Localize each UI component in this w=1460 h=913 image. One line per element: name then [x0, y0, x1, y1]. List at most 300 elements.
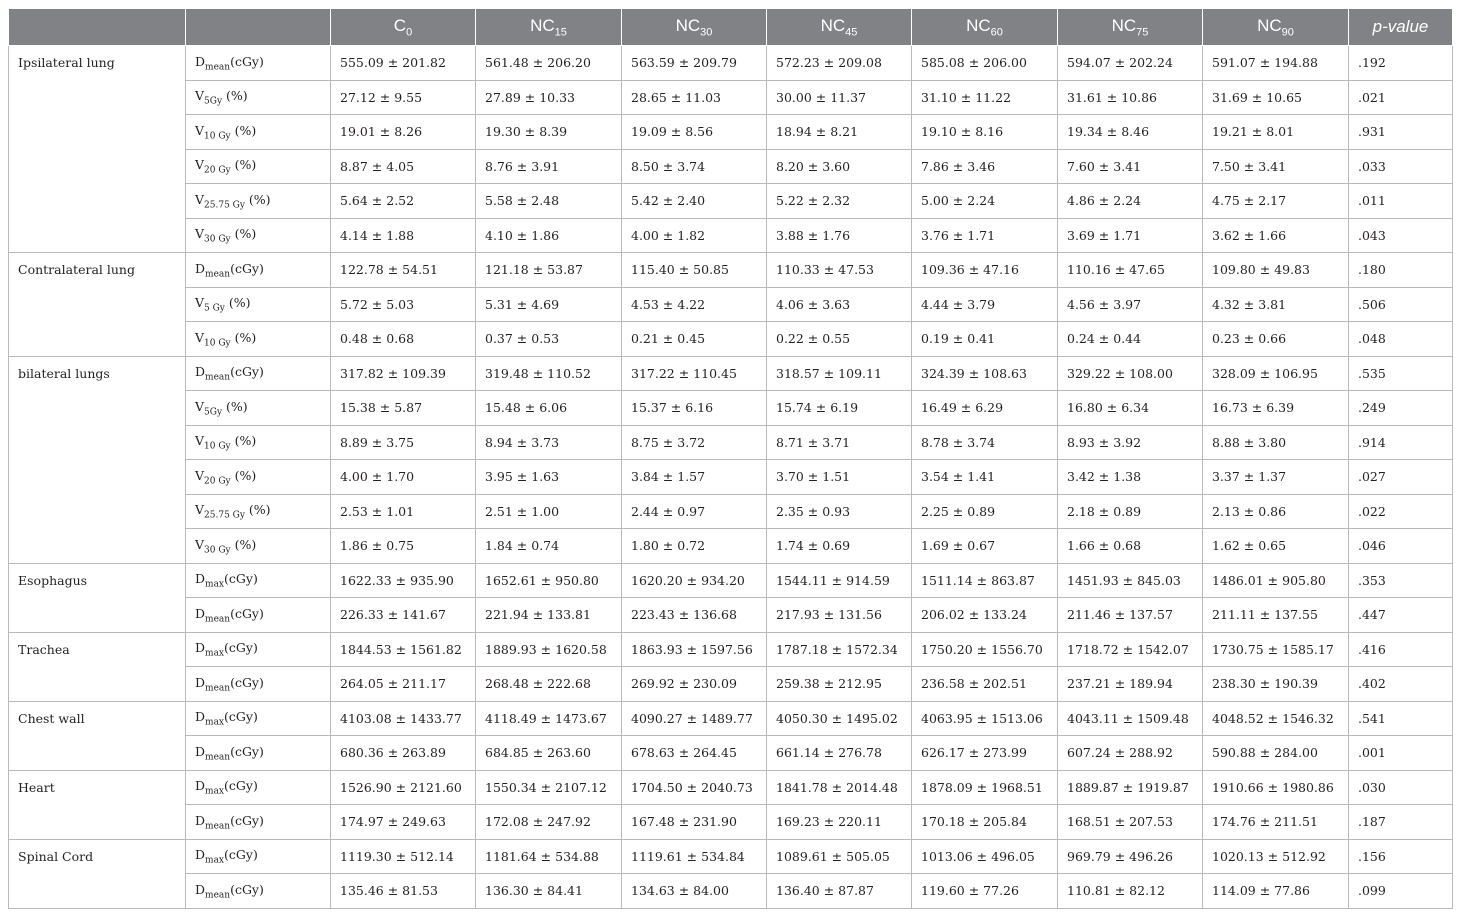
value-cell: 1622.33 ± 935.90	[331, 563, 476, 598]
metric-subscript: 10 Gy	[204, 441, 231, 452]
value-cell: 0.21 ± 0.45	[622, 322, 767, 357]
value-cell: 8.50 ± 3.74	[622, 149, 767, 184]
value-cell: 561.48 ± 206.20	[476, 46, 622, 81]
metric-symbol: V	[195, 157, 205, 172]
pvalue-cell: .156	[1349, 839, 1453, 874]
table-row	[9, 494, 1453, 529]
metric-unit: (cGy)	[230, 881, 264, 897]
pvalue-cell: .033	[1349, 149, 1453, 184]
value-cell: 8.87 ± 4.05	[331, 149, 476, 184]
value-cell: 607.24 ± 288.92	[1058, 736, 1203, 771]
value-cell: 19.21 ± 8.01	[1203, 115, 1349, 150]
value-cell: 1451.93 ± 845.03	[1058, 563, 1203, 598]
table-row	[9, 563, 1453, 598]
value-cell: 4043.11 ± 1509.48	[1058, 701, 1203, 736]
header-row	[9, 9, 1453, 46]
value-cell: 5.31 ± 4.69	[476, 287, 622, 322]
value-cell: 4.00 ± 1.82	[622, 218, 767, 253]
value-cell: 1526.90 ± 2121.60	[331, 770, 476, 805]
header-condition-base: NC	[530, 15, 555, 35]
metric-unit: (cGy)	[224, 847, 258, 862]
value-cell: 226.33 ± 141.67	[331, 598, 476, 633]
metric-symbol: V	[195, 536, 205, 552]
header-condition-sub: 45	[845, 26, 858, 39]
organ-cell: Spinal Cord	[9, 839, 186, 908]
metric-cell	[186, 494, 331, 529]
value-cell: 5.00 ± 2.24	[912, 184, 1058, 219]
value-cell: 319.48 ± 110.52	[476, 356, 622, 391]
metric-subscript: mean	[205, 821, 231, 831]
pvalue-cell: .099	[1349, 874, 1453, 909]
value-cell: 5.72 ± 5.03	[331, 287, 476, 322]
metric-unit: (%)	[230, 433, 257, 448]
value-cell: 211.11 ± 137.55	[1203, 598, 1349, 633]
value-cell: 3.54 ± 1.41	[912, 460, 1058, 495]
metric-symbol: V	[195, 467, 205, 483]
value-cell: 136.30 ± 84.41	[476, 874, 622, 909]
value-cell: 28.65 ± 11.03	[622, 80, 767, 115]
pvalue-cell: .001	[1349, 736, 1453, 771]
value-cell: 555.09 ± 201.82	[331, 46, 476, 81]
header-pvalue: p-value	[1349, 9, 1453, 46]
value-cell: 19.10 ± 8.16	[912, 115, 1058, 150]
value-cell: 318.57 ± 109.11	[767, 356, 912, 391]
pvalue-cell: .249	[1349, 391, 1453, 426]
organ-cell: Heart	[9, 770, 186, 839]
value-cell: 3.76 ± 1.71	[912, 218, 1058, 253]
metric-symbol: V	[195, 122, 205, 138]
metric-cell	[186, 839, 331, 874]
value-cell: 1.74 ± 0.69	[767, 529, 912, 564]
pvalue-cell: .447	[1349, 598, 1453, 633]
value-cell: 259.38 ± 212.95	[767, 667, 912, 702]
metric-subscript: mean	[205, 269, 231, 279]
value-cell: 172.08 ± 247.92	[476, 805, 622, 840]
value-cell: 3.42 ± 1.38	[1058, 460, 1203, 495]
value-cell: 1910.66 ± 1980.86	[1203, 770, 1349, 805]
value-cell: 1486.01 ± 905.80	[1203, 563, 1349, 598]
value-cell: 8.89 ± 3.75	[331, 425, 476, 460]
value-cell: 1181.64 ± 534.88	[476, 839, 622, 874]
value-cell: 678.63 ± 264.45	[622, 736, 767, 771]
value-cell: 8.93 ± 3.92	[1058, 425, 1203, 460]
metric-subscript: 10 Gy	[204, 338, 231, 348]
table-body	[9, 46, 1453, 909]
metric-cell	[186, 460, 331, 495]
pvalue-cell: .416	[1349, 632, 1453, 667]
pvalue-cell: .535	[1349, 356, 1453, 391]
metric-symbol: D	[195, 709, 206, 724]
table-row	[9, 218, 1453, 253]
value-cell: 7.60 ± 3.41	[1058, 149, 1203, 184]
metric-subscript: max	[205, 579, 225, 590]
value-cell: 223.43 ± 136.68	[622, 598, 767, 633]
pvalue-cell: .931	[1349, 115, 1453, 150]
metric-cell	[186, 184, 331, 219]
metric-cell	[186, 149, 331, 184]
value-cell: 15.74 ± 6.19	[767, 391, 912, 426]
metric-symbol: D	[195, 605, 206, 621]
value-cell: 0.22 ± 0.55	[767, 322, 912, 357]
metric-unit: (%)	[230, 226, 257, 241]
metric-symbol: D	[195, 881, 206, 897]
metric-symbol: D	[195, 364, 206, 379]
metric-subscript: mean	[205, 683, 231, 693]
value-cell: 680.36 ± 263.89	[331, 736, 476, 771]
metric-subscript: 20 Gy	[204, 165, 231, 176]
metric-unit: (cGy)	[230, 260, 264, 276]
metric-unit: (cGy)	[224, 778, 258, 793]
value-cell: 264.05 ± 211.17	[331, 667, 476, 702]
value-cell: 4050.30 ± 1495.02	[767, 701, 912, 736]
pvalue-cell: .506	[1349, 287, 1453, 322]
pvalue-cell: .046	[1349, 529, 1453, 564]
value-cell: 661.14 ± 276.78	[767, 736, 912, 771]
value-cell: 1.62 ± 0.65	[1203, 529, 1349, 564]
value-cell: 4.56 ± 3.97	[1058, 287, 1203, 322]
organ-cell: Chest wall	[9, 701, 186, 770]
metric-cell	[186, 356, 331, 391]
value-cell: 317.82 ± 109.39	[331, 356, 476, 391]
pvalue-cell: .914	[1349, 425, 1453, 460]
metric-symbol: V	[195, 329, 205, 345]
value-cell: 1544.11 ± 914.59	[767, 563, 912, 598]
value-cell: 3.70 ± 1.51	[767, 460, 912, 495]
header-condition-base: NC	[1257, 15, 1282, 35]
value-cell: 4103.08 ± 1433.77	[331, 701, 476, 736]
table-row	[9, 770, 1453, 805]
value-cell: 8.76 ± 3.91	[476, 149, 622, 184]
value-cell: 0.23 ± 0.66	[1203, 322, 1349, 357]
metric-unit: (%)	[244, 502, 271, 517]
table-row	[9, 736, 1453, 771]
value-cell: 134.63 ± 84.00	[622, 874, 767, 909]
value-cell: 585.08 ± 206.00	[912, 46, 1058, 81]
metric-symbol: D	[195, 812, 206, 828]
value-cell: 4090.27 ± 1489.77	[622, 701, 767, 736]
value-cell: 2.44 ± 0.97	[622, 494, 767, 529]
header-condition	[622, 9, 767, 46]
table-header	[9, 9, 1453, 46]
value-cell: 1620.20 ± 934.20	[622, 563, 767, 598]
metric-subscript: mean	[205, 62, 231, 72]
value-cell: 5.58 ± 2.48	[476, 184, 622, 219]
pvalue-cell: .011	[1349, 184, 1453, 219]
value-cell: 4048.52 ± 1546.32	[1203, 701, 1349, 736]
value-cell: 1718.72 ± 1542.07	[1058, 632, 1203, 667]
header-organ	[9, 9, 186, 46]
organ-cell: bilateral lungs	[9, 356, 186, 563]
value-cell: 27.89 ± 10.33	[476, 80, 622, 115]
value-cell: 174.97 ± 249.63	[331, 805, 476, 840]
value-cell: 167.48 ± 231.90	[622, 805, 767, 840]
value-cell: 324.39 ± 108.63	[912, 356, 1058, 391]
table-row	[9, 598, 1453, 633]
value-cell: 122.78 ± 54.51	[331, 253, 476, 288]
metric-unit: (cGy)	[230, 674, 264, 690]
value-cell: 4.00 ± 1.70	[331, 460, 476, 495]
value-cell: 27.12 ± 9.55	[331, 80, 476, 115]
metric-subscript: mean	[205, 890, 231, 900]
value-cell: 170.18 ± 205.84	[912, 805, 1058, 840]
table-row	[9, 667, 1453, 702]
value-cell: 2.13 ± 0.86	[1203, 494, 1349, 529]
value-cell: 31.10 ± 11.22	[912, 80, 1058, 115]
value-cell: 110.16 ± 47.65	[1058, 253, 1203, 288]
organ-cell: Ipsilateral lung	[9, 46, 186, 253]
metric-subscript: mean	[205, 372, 231, 383]
metric-cell	[186, 701, 331, 736]
value-cell: 1704.50 ± 2040.73	[622, 770, 767, 805]
value-cell: 4063.95 ± 1513.06	[912, 701, 1058, 736]
value-cell: 5.64 ± 2.52	[331, 184, 476, 219]
value-cell: 7.86 ± 3.46	[912, 149, 1058, 184]
value-cell: 4.53 ± 4.22	[622, 287, 767, 322]
value-cell: 221.94 ± 133.81	[476, 598, 622, 633]
metric-unit: (%)	[224, 295, 251, 310]
metric-unit: (%)	[222, 88, 248, 103]
value-cell: 16.49 ± 6.29	[912, 391, 1058, 426]
value-cell: 237.21 ± 189.94	[1058, 667, 1203, 702]
value-cell: 121.18 ± 53.87	[476, 253, 622, 288]
metric-subscript: max	[205, 786, 225, 797]
value-cell: 8.88 ± 3.80	[1203, 425, 1349, 460]
value-cell: 969.79 ± 496.26	[1058, 839, 1203, 874]
metric-symbol: V	[195, 502, 205, 517]
metric-cell	[186, 598, 331, 633]
metric-cell	[186, 667, 331, 702]
metric-unit: (cGy)	[230, 364, 264, 379]
metric-cell	[186, 736, 331, 771]
table-row	[9, 529, 1453, 564]
metric-symbol: V	[195, 191, 205, 207]
metric-cell	[186, 425, 331, 460]
metric-cell	[186, 287, 331, 322]
metric-subscript: 5Gy	[204, 96, 223, 107]
value-cell: 31.69 ± 10.65	[1203, 80, 1349, 115]
value-cell: 626.17 ± 273.99	[912, 736, 1058, 771]
header-condition	[476, 9, 622, 46]
value-cell: 268.48 ± 222.68	[476, 667, 622, 702]
value-cell: 109.80 ± 49.83	[1203, 253, 1349, 288]
pvalue-cell: .541	[1349, 701, 1453, 736]
header-condition	[767, 9, 912, 46]
value-cell: 4.06 ± 3.63	[767, 287, 912, 322]
value-cell: 1.84 ± 0.74	[476, 529, 622, 564]
value-cell: 19.30 ± 8.39	[476, 115, 622, 150]
value-cell: 136.40 ± 87.87	[767, 874, 912, 909]
header-condition-base: NC	[820, 15, 846, 35]
value-cell: 135.46 ± 81.53	[331, 874, 476, 909]
value-cell: 15.38 ± 5.87	[331, 391, 476, 426]
value-cell: 8.94 ± 3.73	[476, 425, 622, 460]
header-condition-sub: 75	[1136, 26, 1149, 39]
value-cell: 169.23 ± 220.11	[767, 805, 912, 840]
metric-unit: (%)	[230, 536, 257, 552]
header-condition	[912, 9, 1058, 46]
metric-unit: (cGy)	[230, 53, 264, 69]
metric-symbol: D	[195, 571, 206, 586]
table-row	[9, 839, 1453, 874]
value-cell: 8.75 ± 3.72	[622, 425, 767, 460]
header-condition-base: NC	[675, 15, 701, 35]
metric-symbol: V	[195, 433, 205, 448]
metric-cell	[186, 874, 331, 909]
table-row	[9, 874, 1453, 909]
metric-unit: (cGy)	[224, 709, 258, 724]
value-cell: 0.19 ± 0.41	[912, 322, 1058, 357]
value-cell: 2.51 ± 1.00	[476, 494, 622, 529]
metric-unit: (cGy)	[230, 743, 264, 759]
value-cell: 1863.93 ± 1597.56	[622, 632, 767, 667]
metric-symbol: D	[195, 743, 206, 759]
value-cell: 1878.09 ± 1968.51	[912, 770, 1058, 805]
value-cell: 1730.75 ± 1585.17	[1203, 632, 1349, 667]
value-cell: 236.58 ± 202.51	[912, 667, 1058, 702]
metric-symbol: D	[195, 674, 206, 690]
value-cell: 1089.61 ± 505.05	[767, 839, 912, 874]
value-cell: 1889.87 ± 1919.87	[1058, 770, 1203, 805]
value-cell: 19.34 ± 8.46	[1058, 115, 1203, 150]
header-condition-base: NC	[1111, 15, 1137, 35]
value-cell: 1020.13 ± 512.92	[1203, 839, 1349, 874]
header-condition	[1058, 9, 1203, 46]
header-condition-base: NC	[966, 15, 991, 35]
value-cell: 4.44 ± 3.79	[912, 287, 1058, 322]
pvalue-cell: .022	[1349, 494, 1453, 529]
metric-cell	[186, 115, 331, 150]
value-cell: 2.18 ± 0.89	[1058, 494, 1203, 529]
value-cell: 30.00 ± 11.37	[767, 80, 912, 115]
value-cell: 3.95 ± 1.63	[476, 460, 622, 495]
value-cell: 115.40 ± 50.85	[622, 253, 767, 288]
value-cell: 15.48 ± 6.06	[476, 391, 622, 426]
value-cell: 1119.30 ± 512.14	[331, 839, 476, 874]
value-cell: 110.81 ± 82.12	[1058, 874, 1203, 909]
metric-cell	[186, 218, 331, 253]
value-cell: 206.02 ± 133.24	[912, 598, 1058, 633]
value-cell: 19.09 ± 8.56	[622, 115, 767, 150]
metric-symbol: D	[195, 640, 206, 655]
pvalue-cell: .048	[1349, 322, 1453, 357]
metric-unit: (cGy)	[224, 571, 258, 586]
dosimetry-table	[8, 8, 1453, 909]
header-condition	[1203, 9, 1349, 46]
value-cell: 2.25 ± 0.89	[912, 494, 1058, 529]
metric-subscript: 20 Gy	[204, 476, 231, 486]
metric-subscript: 10 Gy	[204, 131, 231, 141]
metric-unit: (%)	[230, 329, 257, 345]
value-cell: 5.42 ± 2.40	[622, 184, 767, 219]
value-cell: 19.01 ± 8.26	[331, 115, 476, 150]
metric-subscript: max	[205, 648, 225, 659]
value-cell: 1.69 ± 0.67	[912, 529, 1058, 564]
metric-cell	[186, 632, 331, 667]
value-cell: 8.20 ± 3.60	[767, 149, 912, 184]
header-condition-sub: 60	[990, 26, 1003, 39]
metric-symbol: D	[195, 53, 206, 69]
pvalue-cell: .192	[1349, 46, 1453, 81]
header-condition-sub: 15	[554, 26, 567, 39]
metric-symbol: V	[195, 88, 205, 103]
table-row	[9, 632, 1453, 667]
metric-symbol: V	[195, 226, 205, 241]
metric-unit: (%)	[230, 157, 257, 172]
value-cell: 0.48 ± 0.68	[331, 322, 476, 357]
value-cell: 1.86 ± 0.75	[331, 529, 476, 564]
value-cell: 16.73 ± 6.39	[1203, 391, 1349, 426]
value-cell: 1750.20 ± 1556.70	[912, 632, 1058, 667]
value-cell: 684.85 ± 263.60	[476, 736, 622, 771]
value-cell: 174.76 ± 211.51	[1203, 805, 1349, 840]
header-metric	[186, 9, 331, 46]
metric-unit: (%)	[230, 467, 257, 483]
metric-subscript: max	[205, 717, 225, 728]
table-row	[9, 425, 1453, 460]
pvalue-cell: .402	[1349, 667, 1453, 702]
value-cell: 594.07 ± 202.24	[1058, 46, 1203, 81]
value-cell: 3.37 ± 1.37	[1203, 460, 1349, 495]
table-row	[9, 80, 1453, 115]
organ-cell: Trachea	[9, 632, 186, 701]
value-cell: 1.80 ± 0.72	[622, 529, 767, 564]
value-cell: 329.22 ± 108.00	[1058, 356, 1203, 391]
value-cell: 3.62 ± 1.66	[1203, 218, 1349, 253]
metric-cell	[186, 80, 331, 115]
value-cell: 119.60 ± 77.26	[912, 874, 1058, 909]
value-cell: 211.46 ± 137.57	[1058, 598, 1203, 633]
pvalue-cell: .021	[1349, 80, 1453, 115]
value-cell: 1013.06 ± 496.05	[912, 839, 1058, 874]
value-cell: 18.94 ± 8.21	[767, 115, 912, 150]
table-row	[9, 115, 1453, 150]
metric-unit: (%)	[230, 122, 257, 138]
table-row	[9, 287, 1453, 322]
value-cell: 4.86 ± 2.24	[1058, 184, 1203, 219]
table-row	[9, 701, 1453, 736]
table-row	[9, 391, 1453, 426]
value-cell: 1889.93 ± 1620.58	[476, 632, 622, 667]
metric-unit: (%)	[222, 398, 248, 414]
value-cell: 238.30 ± 190.39	[1203, 667, 1349, 702]
metric-symbol: V	[195, 295, 205, 310]
value-cell: 0.37 ± 0.53	[476, 322, 622, 357]
metric-cell	[186, 391, 331, 426]
value-cell: 168.51 ± 207.53	[1058, 805, 1203, 840]
header-condition-sub: 30	[700, 26, 713, 39]
header-condition	[331, 9, 476, 46]
value-cell: 4.32 ± 3.81	[1203, 287, 1349, 322]
metric-cell	[186, 805, 331, 840]
header-condition-sub: 90	[1281, 26, 1294, 39]
value-cell: 8.71 ± 3.71	[767, 425, 912, 460]
pvalue-cell: .030	[1349, 770, 1453, 805]
value-cell: 590.88 ± 284.00	[1203, 736, 1349, 771]
value-cell: 328.09 ± 106.95	[1203, 356, 1349, 391]
value-cell: 1.66 ± 0.68	[1058, 529, 1203, 564]
pvalue-cell: .043	[1349, 218, 1453, 253]
value-cell: 1844.53 ± 1561.82	[331, 632, 476, 667]
header-condition-sub: 0	[406, 26, 413, 39]
table-row	[9, 356, 1453, 391]
metric-unit: (cGy)	[230, 812, 264, 828]
value-cell: 16.80 ± 6.34	[1058, 391, 1203, 426]
value-cell: 4.75 ± 2.17	[1203, 184, 1349, 219]
value-cell: 572.23 ± 209.08	[767, 46, 912, 81]
metric-subscript: mean	[205, 614, 231, 624]
pvalue-cell: .180	[1349, 253, 1453, 288]
value-cell: 1652.61 ± 950.80	[476, 563, 622, 598]
